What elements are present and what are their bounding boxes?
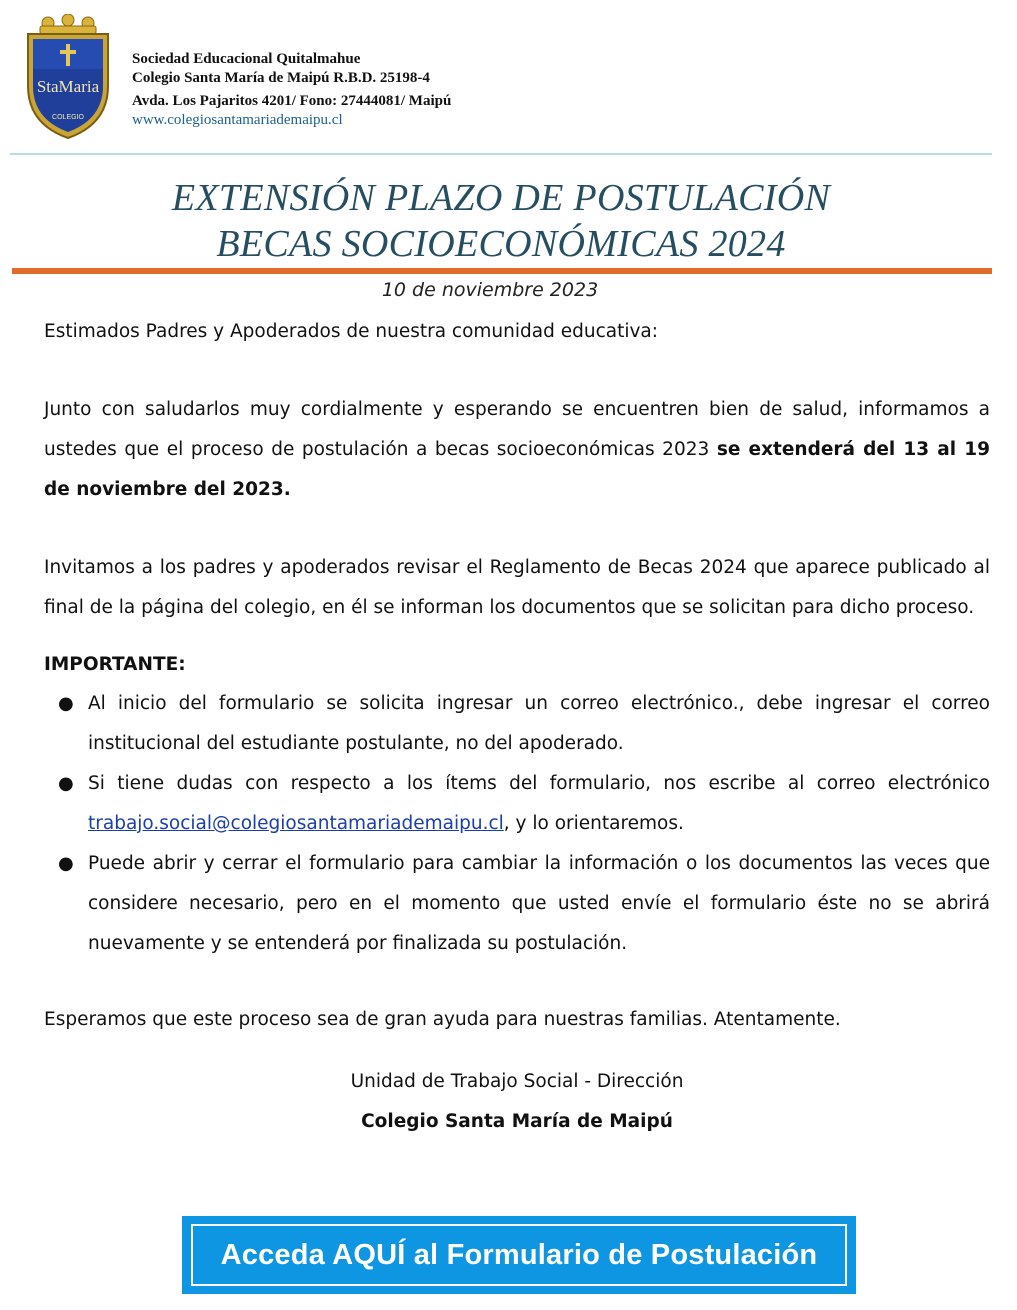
paragraph-extension-text: Junto con saludarlos muy cordialmente y esperando se encuentren bien de salud, informamos a ustedes que el proceso de postulación a becas socioeconómicas 2023 [44,399,990,460]
list-item [44,844,990,964]
paragraph-regulation: Invitamos a los padres y apoderados revisar el Reglamento de Becas 2024 que aparece publicado al final de la página del colegio, en él se informan los documentos que se solicitan para dicho proceso. [44,557,990,618]
signature-school: Colegio Santa María de Maipú [361,1111,673,1132]
school-info [132,50,451,130]
important-label: IMPORTANTE: [44,654,186,675]
letterhead [0,0,1017,160]
bullet-text-form-edit: Puede abrir y cerrar el formulario para cambiar la información o los documentos las veces que considere necesario, pero en el momento que usted envíe el formulario éste no se abrirá nuevamente y se entenderá por finalizada su postulación. [88,853,990,954]
greeting: Estimados Padres y Apoderados de nuestra comunidad educativa: [44,321,658,342]
application-form-button[interactable] [182,1216,856,1294]
title-underline [12,268,992,274]
closing-text: Esperamos que este proceso sea de gran ayuda para nuestras familias. Atentamente. [44,1009,841,1030]
application-form-button-label: Acceda AQUÍ al Formulario de Postulación [220,1238,818,1271]
header-divider [10,153,992,155]
school-address: Avda. Los Pajaritos 4201/ Fono: 27444081/ Maipú [132,93,452,109]
school-website: www.colegiosantamariademaipu.cl [132,112,343,128]
important-list [44,684,990,964]
title-line-1: EXTENSIÓN PLAZO DE POSTULACIÓN [171,177,831,219]
signature-unit: Unidad de Trabajo Social - Dirección [350,1071,684,1092]
bullet-icon: ● [58,853,74,874]
school-crest-logo [18,14,118,142]
document-date: 10 de noviembre 2023 [381,279,599,301]
bullet-icon: ● [58,693,74,714]
bullet-icon: ● [58,773,74,794]
list-item [44,684,990,764]
bullet-text-questions-end: , y lo orientaremos. [503,813,684,834]
contact-email-link[interactable]: trabajo.social@colegiosantamariademaipu.cl [88,813,504,834]
bullet-text-questions: Si tiene dudas con respecto a los ítems del formulario, nos escribe al correo electrónico [88,773,990,794]
list-item [44,764,990,844]
logo-subtext: COLEGIO [52,114,84,121]
paragraph-extension [44,390,990,510]
org-name: Sociedad Educacional Quitalmahue [132,51,361,67]
bullet-text-email-required: Al inicio del formulario se solicita ingresar un correo electrónico., debe ingresar el correo institucional del estudiante postulante, no del apoderado. [88,693,990,754]
school-name-rbd: Colegio Santa María de Maipú R.B.D. 25198-4 [132,70,430,86]
title-line-2: BECAS SOCIOECONÓMICAS 2024 [216,223,786,265]
page-title [0,175,1002,267]
application-form-button-frame [191,1224,847,1286]
extension-dates: se extenderá del 13 al 19 de noviembre del 2023. [44,439,990,500]
logo-wordmark: StaMaria [36,77,100,96]
